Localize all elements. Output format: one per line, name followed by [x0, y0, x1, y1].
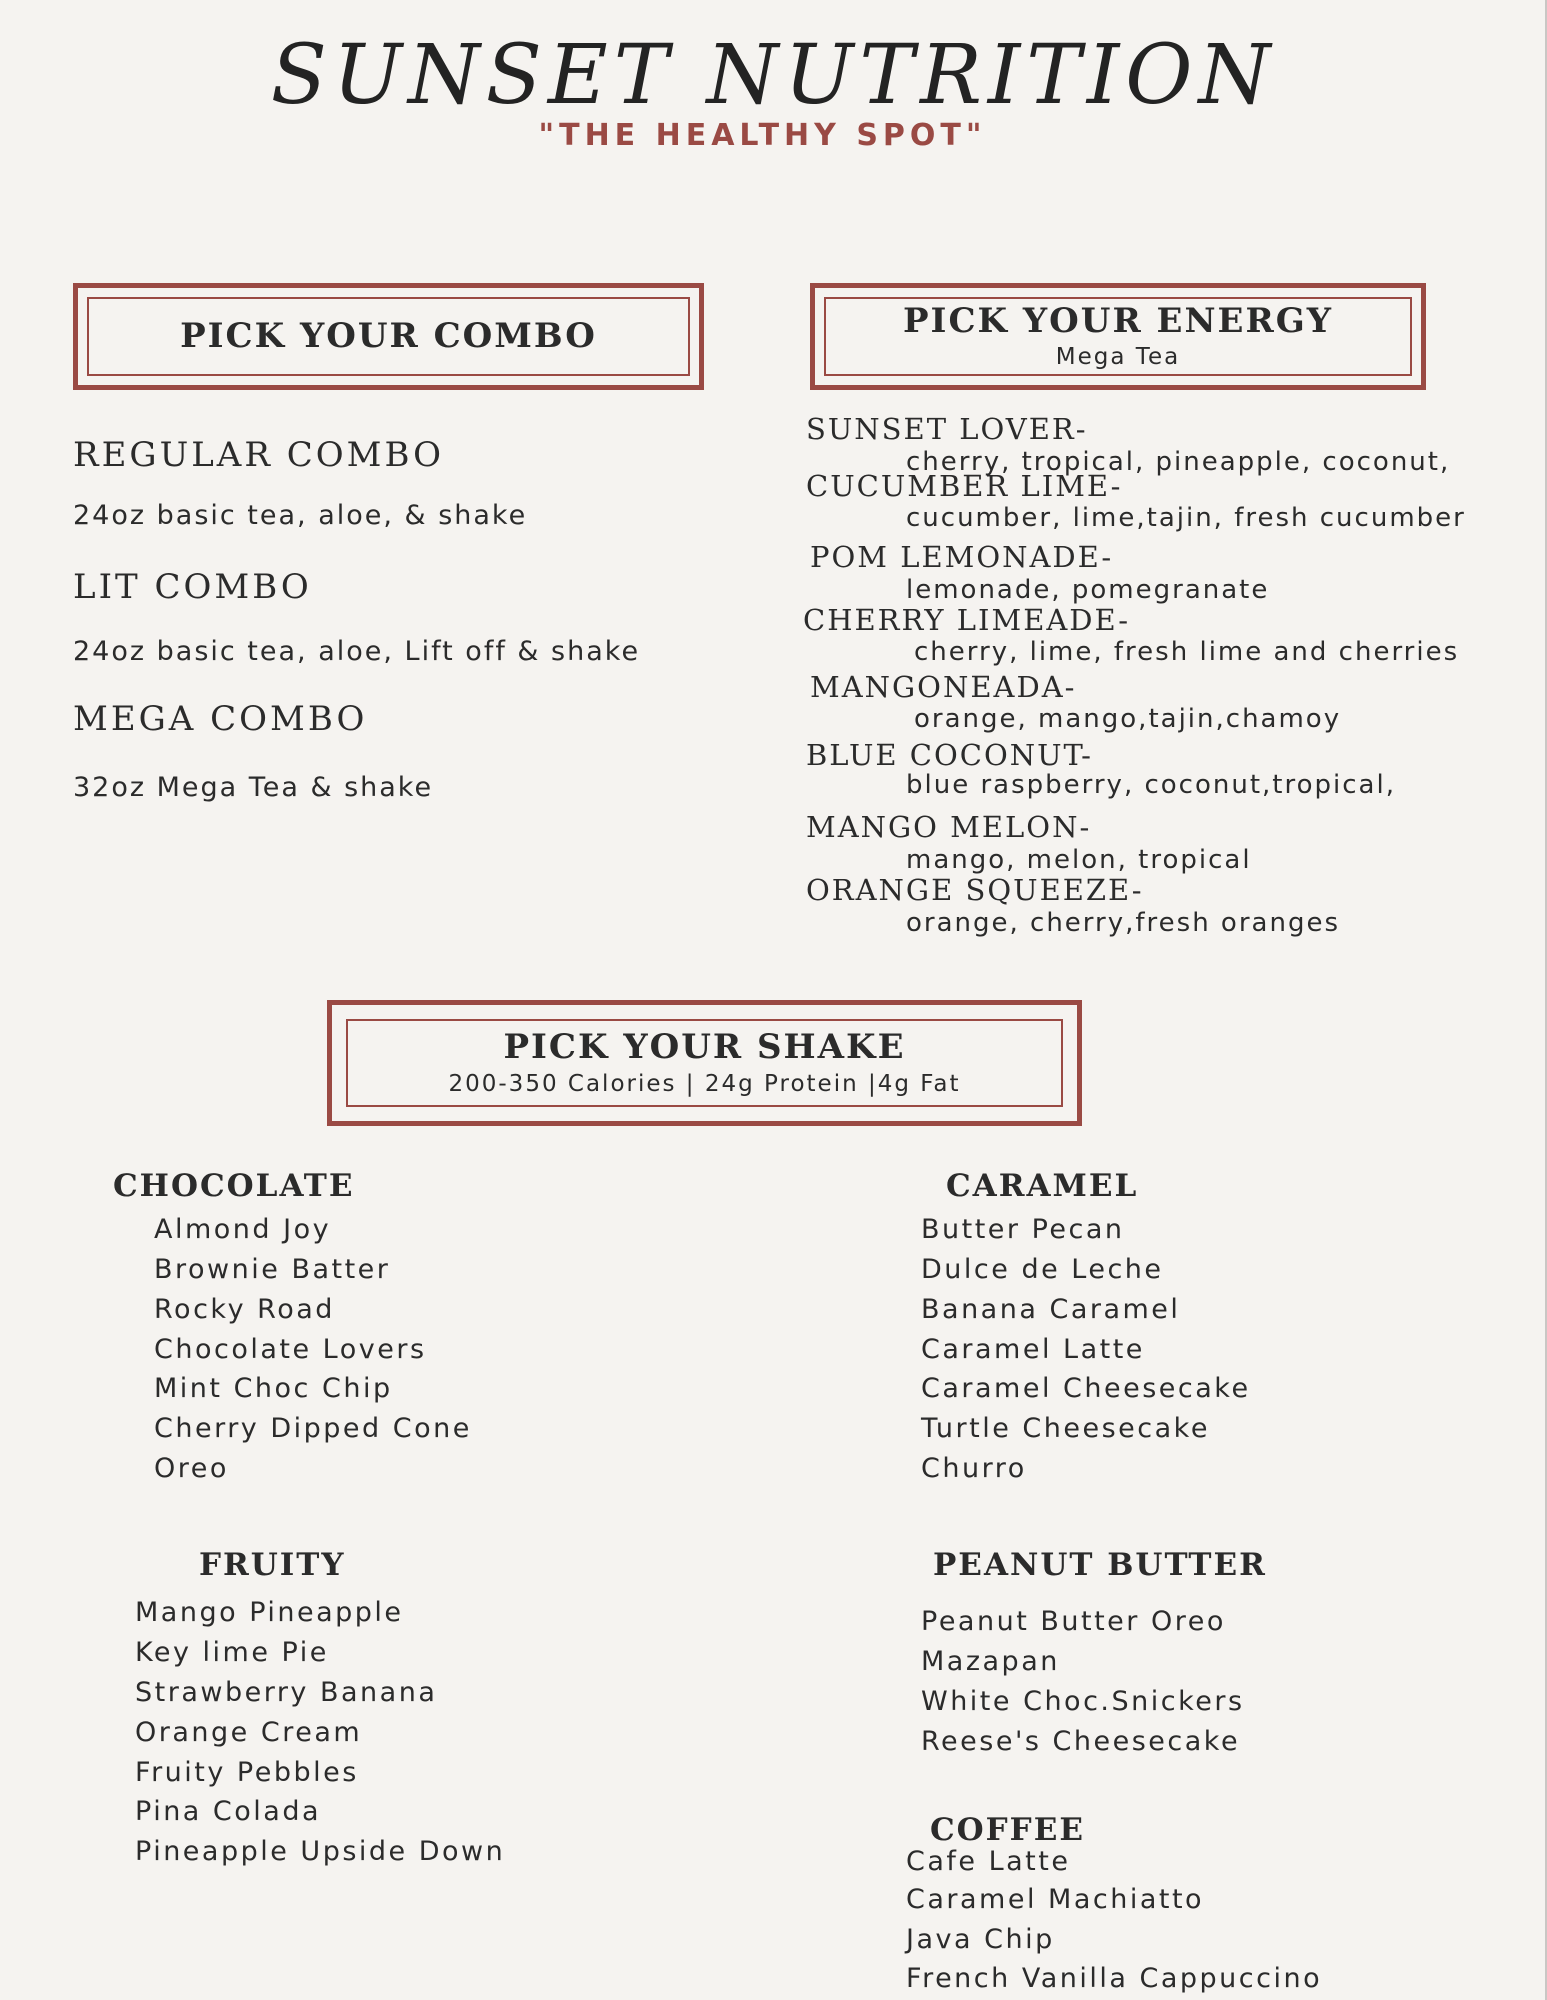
energy-desc: cherry, tropical, pineapple, coconut, — [906, 447, 1451, 477]
shake-item: Mint Choc Chip — [154, 1373, 393, 1404]
shake-item: Caramel Latte — [921, 1334, 1145, 1365]
shake-item: Caramel Cheesecake — [921, 1373, 1251, 1404]
menu-title: SUNSET NUTRITION — [270, 28, 1277, 123]
combo-desc-mega: 32oz Mega Tea & shake — [73, 772, 434, 803]
combo-name-lit: LIT COMBO — [73, 567, 312, 607]
shake-item: Almond Joy — [154, 1214, 332, 1245]
energy-desc: cherry, lime, fresh lime and cherries — [914, 637, 1460, 667]
energy-name: CUCUMBER LIME- — [806, 469, 1123, 503]
shake-category-caramel: CARAMEL — [946, 1168, 1139, 1204]
energy-name: POM LEMONADE- — [810, 540, 1114, 574]
shake-item: Peanut Butter Oreo — [921, 1606, 1226, 1637]
shake-item: Caramel Machiatto — [906, 1884, 1205, 1915]
shake-item: Pina Colada — [135, 1796, 322, 1827]
energy-desc: orange, mango,tajin,chamoy — [914, 704, 1342, 734]
shake-item: Turtle Cheesecake — [921, 1413, 1210, 1444]
shake-item: Reese's Cheesecake — [921, 1726, 1241, 1757]
combo-desc-lit: 24oz basic tea, aloe, Lift off & shake — [73, 636, 641, 667]
shake-item: Chocolate Lovers — [154, 1334, 427, 1365]
shake-item: Fruity Pebbles — [135, 1757, 359, 1788]
shake-item: Pineapple Upside Down — [135, 1836, 506, 1867]
shake-category-coffee: COFFEE — [930, 1812, 1085, 1848]
energy-desc: orange, cherry,fresh oranges — [906, 908, 1340, 938]
shake-item: Java Chip — [906, 1924, 1055, 1955]
shake-item: Key lime Pie — [135, 1637, 329, 1668]
shake-item: Orange Cream — [135, 1717, 363, 1748]
shake-item: Cafe Latte — [906, 1846, 1071, 1877]
combo-heading-box — [73, 283, 704, 390]
shake-item: Banana Caramel — [921, 1294, 1181, 1325]
shake-item: Brownie Batter — [154, 1254, 391, 1285]
shake-item: White Choc.Snickers — [921, 1686, 1245, 1717]
shake-item: Butter Pecan — [921, 1214, 1125, 1245]
energy-name: MANGO MELON- — [806, 810, 1092, 844]
shake-item: Mango Pineapple — [135, 1597, 404, 1628]
shake-item: Strawberry Banana — [135, 1677, 438, 1708]
shake-heading: PICK YOUR SHAKE — [503, 1027, 906, 1068]
combo-name-regular: REGULAR COMBO — [73, 435, 444, 475]
energy-name: ORANGE SQUEEZE- — [806, 873, 1144, 907]
shake-category-peanut-butter: PEANUT BUTTER — [933, 1547, 1267, 1583]
shake-heading-box — [327, 1000, 1082, 1126]
shake-category-chocolate: CHOCOLATE — [113, 1168, 355, 1204]
shake-item: Mazapan — [921, 1646, 1060, 1677]
shake-item: Dulce de Leche — [921, 1254, 1164, 1285]
energy-desc: mango, melon, tropical — [906, 845, 1252, 875]
shake-item: Rocky Road — [154, 1294, 335, 1325]
energy-desc: blue raspberry, coconut,tropical, — [906, 770, 1396, 800]
shake-subheading: 200-350 Calories | 24g Protein |4g Fat — [448, 1070, 961, 1097]
energy-desc: cucumber, lime,tajin, fresh cucumber — [906, 503, 1466, 533]
shake-item: French Vanilla Cappuccino — [906, 1963, 1323, 1994]
shake-item: Churro — [921, 1453, 1027, 1484]
shake-item: Cherry Dipped Cone — [154, 1413, 472, 1444]
energy-desc: lemonade, pomegranate — [906, 575, 1270, 605]
combo-heading: PICK YOUR COMBO — [180, 315, 597, 356]
shake-item: Oreo — [154, 1453, 229, 1484]
energy-name: BLUE COCONUT- — [806, 738, 1093, 772]
energy-name: MANGONEADA- — [810, 670, 1077, 704]
energy-subheading: Mega Tea — [1055, 344, 1181, 371]
energy-name: CHERRY LIMEADE- — [803, 603, 1131, 637]
energy-heading: PICK YOUR ENERGY — [902, 300, 1334, 341]
energy-name: SUNSET LOVER- — [806, 412, 1088, 446]
menu-tagline: "THE HEALTHY SPOT" — [538, 118, 987, 153]
combo-name-mega: MEGA COMBO — [73, 699, 368, 739]
combo-desc-regular: 24oz basic tea, aloe, & shake — [73, 500, 528, 531]
shake-category-fruity: FRUITY — [199, 1547, 346, 1583]
energy-heading-box — [810, 283, 1426, 390]
